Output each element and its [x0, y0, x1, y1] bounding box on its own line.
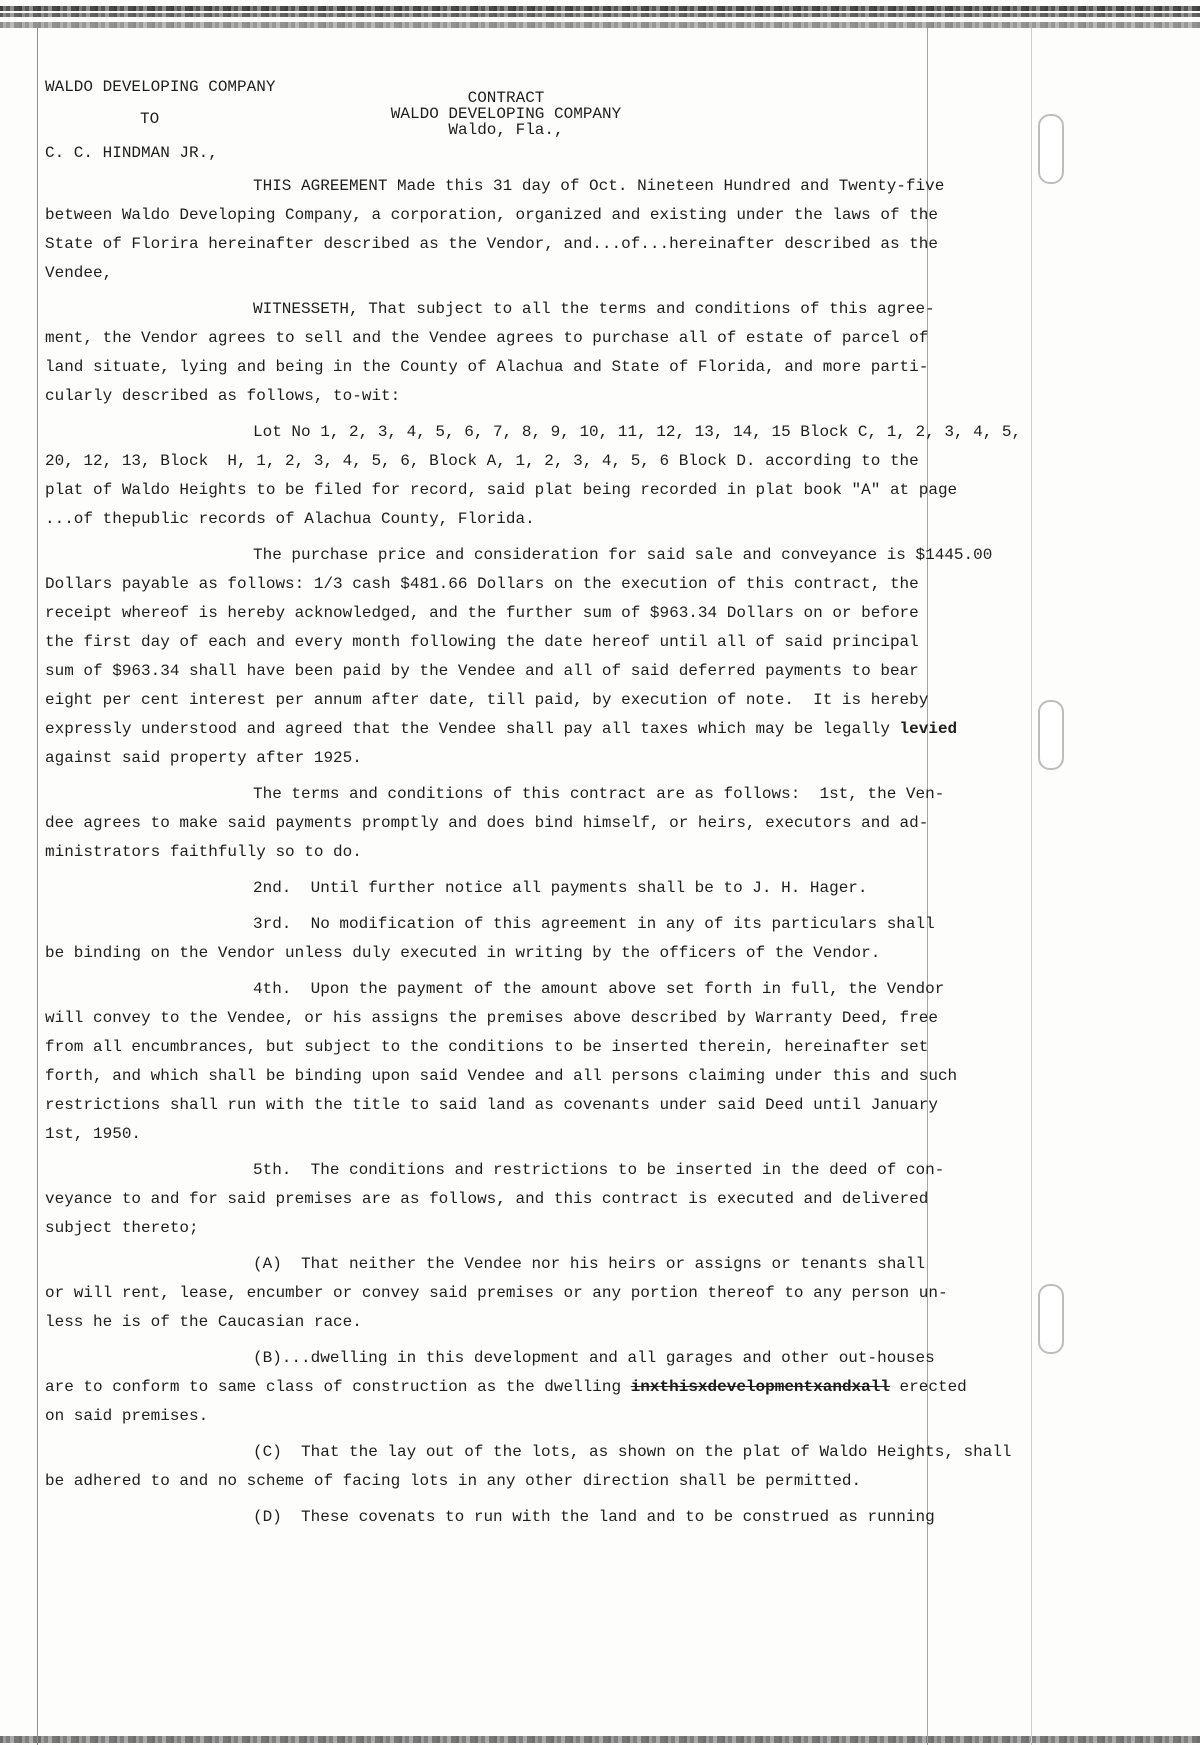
text-run: ministrators faithfully so to do. — [45, 843, 362, 861]
paragraph — [45, 295, 1055, 411]
scan-edge-band-top-1 — [0, 6, 1200, 11]
document-line — [45, 975, 1055, 1004]
document-line — [45, 570, 1055, 599]
document-line — [45, 418, 1055, 447]
document-body — [45, 172, 1055, 1532]
title-company-name: WALDO DEVELOPING COMPANY — [390, 105, 622, 123]
text-run: Dollars payable as follows: 1/3 cash $481.66 Dollars on the execution of this contract, the — [45, 575, 919, 593]
text-run: be adhered to and no scheme of facing lots in any other direction shall be permitted. — [45, 1472, 862, 1490]
document-line — [45, 809, 1055, 838]
text-run: plat of Waldo Heights to be filed for record, said plat being recorded in plat book "A" at page — [45, 481, 958, 499]
text-run: between Waldo Developing Company, a corporation, organized and existing under the laws of the — [45, 206, 938, 224]
document-line — [45, 1467, 1055, 1496]
text-run: subject thereto; — [45, 1219, 199, 1237]
text-run: forth, and which shall be binding upon said Vendee and all persons claiming under this and such — [45, 1067, 958, 1085]
document-line — [45, 353, 1055, 382]
scan-edge-band-top-2 — [0, 13, 1200, 17]
grantor-name: WALDO DEVELOPING COMPANY — [45, 78, 276, 96]
text-run: cularly described as follows, to-wit: — [45, 387, 401, 405]
text-run: Vendee, — [45, 264, 113, 282]
text-run: are to conform to same class of construction as the dwelling — [45, 1378, 631, 1396]
document-line — [45, 447, 1055, 476]
document-line — [45, 1214, 1055, 1243]
document-line — [45, 1279, 1055, 1308]
text-run: the first day of each and every month following the date hereof until all of said principal — [45, 633, 919, 651]
text-run: 20, 12, 13, Block H, 1, 2, 3, 4, 5, 6, Block A, 1, 2, 3, 4, 5, 6 Block D. according to the — [45, 452, 919, 470]
text-run: THIS AGREEMENT Made this 31 day of Oct. Nineteen Hundred and Twenty-five — [253, 177, 945, 195]
title-place-line: Waldo, Fla., — [448, 121, 564, 139]
text-run: 5th. The conditions and restrictions to be inserted in the deed of con- — [253, 1161, 945, 1179]
text-run: (C) That the lay out of the lots, as shown on the plat of Waldo Heights, shall — [253, 1443, 1012, 1461]
text-run: The terms and conditions of this contract are as follows: 1st, the Ven- — [253, 785, 945, 803]
document-line — [45, 1120, 1055, 1149]
paragraph — [45, 1438, 1055, 1496]
text-run: 3rd. No modification of this agreement in any of its particulars shall — [253, 915, 935, 933]
text-run: WITNESSETH, That subject to all the terms and conditions of this agree- — [253, 300, 935, 318]
paragraph — [45, 1156, 1055, 1243]
scan-edge-band-top-3 — [0, 22, 1200, 28]
document-line — [45, 780, 1055, 809]
document-line — [45, 744, 1055, 773]
text-run: restrictions shall run with the title to said land as covenants under said Deed until January — [45, 1096, 938, 1114]
document-line — [45, 324, 1055, 353]
text-run: on said premises. — [45, 1407, 209, 1425]
text-run: less he is of the Caucasian race. — [45, 1313, 362, 1331]
text-run: or will rent, lease, encumber or convey said premises or any portion thereof to any person un- — [45, 1284, 948, 1302]
text-run: (B)...dwelling in this development and all garages and other out-houses — [253, 1349, 935, 1367]
paragraph — [45, 1503, 1055, 1532]
document-line — [45, 230, 1055, 259]
document-line — [45, 541, 1055, 570]
document-line — [45, 1156, 1055, 1185]
document-line — [45, 628, 1055, 657]
text-run: State of Florira hereinafter described as the Vendor, and...of...hereinafter described as the — [45, 235, 938, 253]
text-run: be binding on the Vendor unless duly executed in writing by the officers of the Vendor. — [45, 944, 881, 962]
text-run: from all encumbrances, but subject to the conditions to be inserted therein, hereinafter set — [45, 1038, 929, 1056]
document-line — [45, 505, 1055, 534]
document-line — [45, 1373, 1055, 1402]
document-line — [45, 259, 1055, 288]
text-run: expressly understood and agreed that the Vendee shall pay all taxes which may be legally — [45, 720, 900, 738]
to-label: TO — [140, 110, 160, 128]
document-line — [45, 1308, 1055, 1337]
text-run: ...of thepublic records of Alachua County, Florida. — [45, 510, 535, 528]
grantee-name: C. C. HINDMAN JR., — [45, 144, 218, 162]
document-line — [45, 1062, 1055, 1091]
document-line — [45, 172, 1055, 201]
document-line — [45, 1402, 1055, 1431]
scan-edge-band-bottom — [0, 1736, 1200, 1743]
paragraph — [45, 541, 1055, 773]
document-line — [45, 599, 1055, 628]
text-run: receipt whereof is hereby acknowledged, and the further sum of $963.34 Dollars on or before — [45, 604, 919, 622]
document-line — [45, 1004, 1055, 1033]
text-run: eight per cent interest per annum after date, till paid, by execution of note. It is hereby — [45, 691, 929, 709]
paragraph — [45, 975, 1055, 1149]
document-line — [45, 1438, 1055, 1467]
text-run: sum of $963.34 shall have been paid by the Vendee and all of said deferred payments to bear — [45, 662, 919, 680]
struck-text: inxthisxdevelopmentxandxall — [630, 1378, 890, 1396]
document-line — [45, 715, 1055, 744]
paragraph — [45, 1250, 1055, 1337]
paragraph — [45, 172, 1055, 288]
text-run: 1st, 1950. — [45, 1125, 142, 1143]
paragraph — [45, 874, 1055, 903]
document-line — [45, 295, 1055, 324]
document-line — [45, 382, 1055, 411]
text-run: (A) That neither the Vendee nor his heirs or assigns or tenants shall — [253, 1255, 926, 1273]
document-line — [45, 1503, 1055, 1532]
document-line — [45, 1091, 1055, 1120]
document-line — [45, 1250, 1055, 1279]
text-run: dee agrees to make said payments promptly and does bind himself, or heirs, executors and ad- — [45, 814, 929, 832]
document-line — [45, 476, 1055, 505]
text-run: veyance to and for said premises are as follows, and this contract is executed and delivered — [45, 1190, 929, 1208]
text-run: will convey to the Vendee, or his assigns the premises above described by Warranty Deed, free — [45, 1009, 938, 1027]
document-line — [45, 910, 1055, 939]
paragraph — [45, 910, 1055, 968]
text-run: (D) These covenats to run with the land and to be construed as running — [253, 1508, 935, 1526]
paragraph — [45, 780, 1055, 867]
document-line — [45, 1033, 1055, 1062]
text-run: land situate, lying and being in the County of Alachua and State of Florida, and more parti- — [45, 358, 929, 376]
paragraph — [45, 1344, 1055, 1431]
document-line — [45, 657, 1055, 686]
document-line — [45, 686, 1055, 715]
text-run: erected — [889, 1378, 967, 1396]
text-run: Lot No 1, 2, 3, 4, 5, 6, 7, 8, 9, 10, 11, 12, 13, 14, 15 Block C, 1, 2, 3, 4, 5, — [253, 423, 1022, 441]
paragraph — [45, 418, 1055, 534]
text-run: ment, the Vendor agrees to sell and the Vendee agrees to purchase all of estate of parcel of — [45, 329, 929, 347]
document-line — [45, 1185, 1055, 1214]
document-line — [45, 874, 1055, 903]
page-left-rule — [37, 28, 38, 1745]
title-block — [380, 90, 632, 138]
document-title: CONTRACT — [467, 89, 545, 107]
text-run: levied — [899, 720, 958, 738]
text-run: The purchase price and consideration for said sale and conveyance is $1445.00 — [253, 546, 993, 564]
text-run: against said property after 1925. — [45, 749, 362, 767]
document-line — [45, 201, 1055, 230]
document-line — [45, 838, 1055, 867]
document-line — [45, 1344, 1055, 1373]
text-run: 4th. Upon the payment of the amount above set forth in full, the Vendor — [253, 980, 945, 998]
document-line — [45, 939, 1055, 968]
text-run: 2nd. Until further notice all payments shall be to J. H. Hager. — [253, 879, 868, 897]
